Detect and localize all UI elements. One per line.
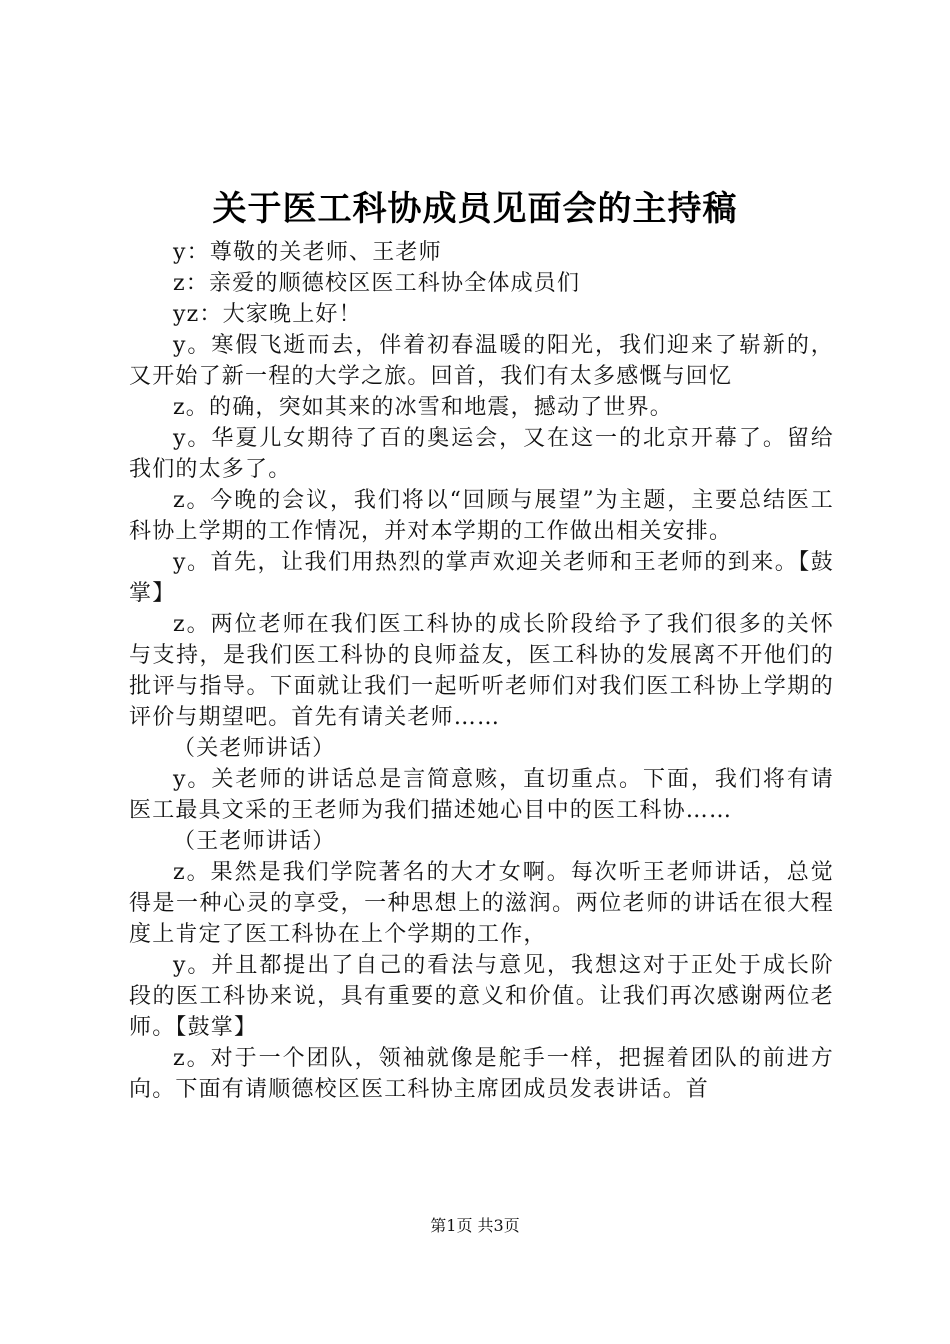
document-body (129, 237, 834, 1105)
paragraph: y。首先，让我们用热烈的掌声欢迎关老师和王老师的到来。【鼓掌】 (129, 550, 834, 606)
paragraph: y。华夏儿女期待了百的奥运会，又在这一的北京开幕了。留给我们的太多了。 (129, 426, 834, 482)
paragraph: （关老师讲话） (173, 736, 336, 761)
paragraph: y：尊敬的关老师、王老师 (173, 240, 442, 265)
paragraph: z。对于一个团队，领袖就像是舵手一样，把握着团队的前进方向。下面有请顺德校区医工科协主席团成员发表讲话。首 (129, 1046, 834, 1102)
paragraph: z。的确，突如其来的冰雪和地震，撼动了世界。 (173, 395, 673, 420)
paragraph: y。并且都提出了自己的看法与意见，我想这对于正处于成长阶段的医工科协来说，具有重要的意义和价值。让我们再次感谢两位老师。【鼓掌】 (129, 953, 834, 1040)
paragraph: z。果然是我们学院著名的大才女啊。每次听王老师讲话，总觉得是一种心灵的享受，一种思想上的滋润。两位老师的讲话在很大程度上肯定了医工科协在上个学期的工作， (129, 860, 834, 947)
paragraph: y。寒假飞逝而去，伴着初春温暖的阳光，我们迎来了崭新的，又开始了新一程的大学之旅。回首，我们有太多感慨与回忆 (129, 333, 834, 389)
paragraph: y。关老师的讲话总是言简意赅，直切重点。下面，我们将有请医工最具文采的王老师为我们描述她心目中的医工科协…… (129, 767, 834, 823)
paragraph: z。今晚的会议，我们将以“回顾与展望”为主题，主要总结医工科协上学期的工作情况，并对本学期的工作做出相关安排。 (129, 488, 834, 544)
paragraph: yz：大家晚上好！ (173, 302, 362, 327)
page-footer: 第1页 共3页 (430, 1216, 520, 1235)
paragraph: z。两位老师在我们医工科协的成长阶段给予了我们很多的关怀与支持，是我们医工科协的良师益友，医工科协的发展离不开他们的批评与指导。下面就让我们一起听听老师们对我们医工科协上学期的评价与期望吧。首先有请关老师…… (129, 612, 834, 730)
paragraph: z：亲爱的顺德校区医工科协全体成员们 (173, 271, 581, 296)
paragraph: （王老师讲话） (173, 829, 336, 854)
document-title: 关于医工科协成员见面会的主持稿 (212, 189, 738, 229)
